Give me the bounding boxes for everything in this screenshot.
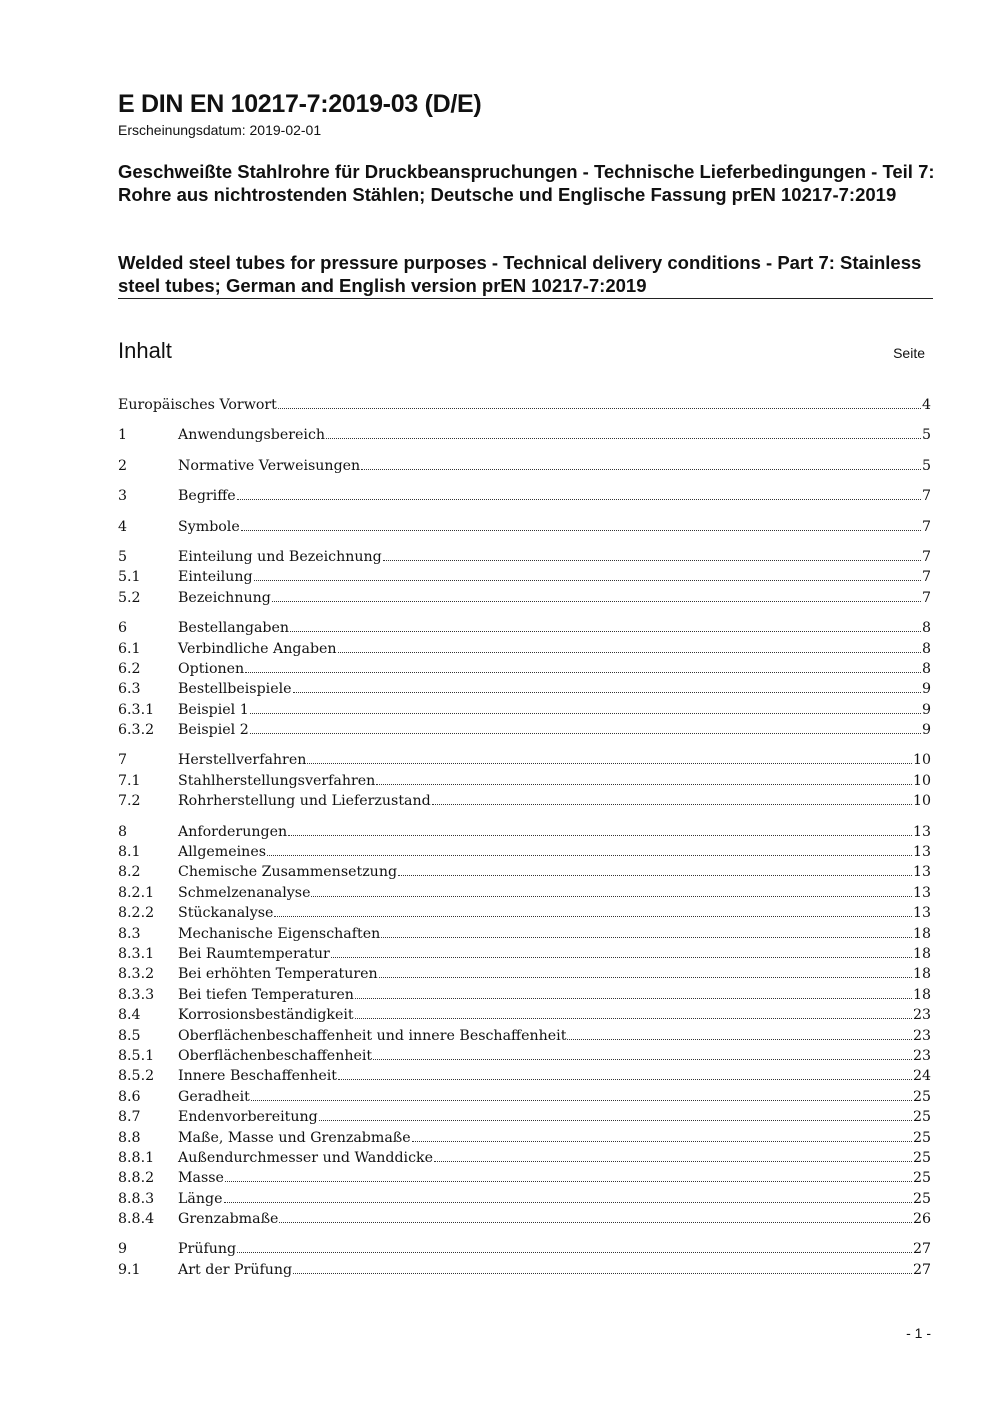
toc-dot-leader [398, 864, 912, 876]
toc-entry-page: 27 [912, 1241, 931, 1258]
toc-dot-leader [278, 397, 921, 409]
toc-entry-page: 7 [921, 488, 931, 505]
toc-entry-page: 25 [912, 1149, 931, 1166]
toc-entry-title: Korrosionsbeständigkeit [178, 1007, 354, 1024]
table-of-contents [118, 395, 931, 1280]
toc-entry[interactable] [118, 1046, 931, 1066]
toc-entry-page: 10 [912, 793, 931, 810]
toc-entry-title: Länge [178, 1190, 223, 1207]
toc-entry-number: 6.2 [118, 660, 141, 677]
toc-entry[interactable] [118, 791, 931, 811]
toc-entry[interactable] [118, 1209, 931, 1229]
toc-entry-page: 13 [912, 823, 931, 840]
toc-entry-page: 25 [912, 1190, 931, 1207]
toc-entry-number: 7 [118, 752, 128, 769]
toc-entry[interactable] [118, 395, 931, 415]
toc-entry[interactable] [118, 517, 931, 537]
toc-entry-page: 9 [921, 722, 931, 739]
toc-entry-page: 13 [912, 844, 931, 861]
toc-entry-number: 8.2.2 [118, 905, 155, 922]
toc-entry-number: 8.8.3 [118, 1190, 155, 1207]
toc-dot-leader [338, 1068, 912, 1080]
toc-entry-page: 23 [912, 1027, 931, 1044]
toc-entry[interactable] [118, 679, 931, 699]
toc-dot-leader [379, 966, 912, 978]
toc-entry[interactable] [118, 1239, 931, 1259]
toc-dot-leader [355, 987, 912, 999]
toc-entry-title: Einteilung und Bezeichnung [178, 548, 382, 565]
toc-entry[interactable] [118, 822, 931, 842]
toc-entry[interactable] [118, 567, 931, 587]
toc-entry-page: 18 [912, 986, 931, 1003]
toc-entry-title: Innere Beschaffenheit [178, 1068, 337, 1085]
toc-dot-leader [355, 1007, 912, 1019]
toc-entry-page: 8 [921, 640, 931, 657]
toc-entry-page: 7 [921, 518, 931, 535]
toc-dot-leader [290, 620, 921, 632]
toc-entry-title: Endenvorbereitung [178, 1109, 318, 1126]
toc-entry-number: 2 [118, 457, 128, 474]
toc-entry-number: 8.6 [118, 1088, 141, 1105]
toc-entry-title: Maße, Masse und Grenzabmaße [178, 1129, 411, 1146]
toc-entry-number: 8.2.1 [118, 884, 155, 901]
toc-entry-page: 4 [921, 397, 931, 413]
toc-entry[interactable] [118, 964, 931, 984]
toc-entry-page: 7 [921, 548, 931, 565]
toc-dot-leader [274, 905, 912, 917]
toc-entry-number: 8.5 [118, 1027, 141, 1044]
toc-entry[interactable] [118, 425, 931, 445]
toc-entry[interactable] [118, 1026, 931, 1046]
toc-entry-title: Bezeichnung [178, 589, 271, 606]
toc-entry-title: Mechanische Eigenschaften [178, 925, 381, 942]
toc-entry-number: 8.5.1 [118, 1047, 155, 1064]
toc-entry-number: 8.3.1 [118, 945, 155, 962]
toc-entry-number: 8.8.2 [118, 1170, 155, 1187]
toc-dot-leader [326, 427, 921, 439]
toc-entry-page: 8 [921, 620, 931, 637]
toc-entry-page: 5 [921, 457, 931, 474]
toc-entry-title: Begriffe [178, 488, 236, 505]
toc-entry-title: Europäisches Vorwort [118, 397, 277, 413]
toc-entry-page: 9 [921, 681, 931, 698]
toc-entry[interactable] [118, 486, 931, 506]
toc-entry-title: Masse [178, 1170, 224, 1187]
document-id: E DIN EN 10217-7:2019-03 (D/E) [118, 90, 482, 118]
toc-dot-leader [251, 1089, 912, 1101]
toc-entry-number: 8.8.1 [118, 1149, 155, 1166]
toc-entry[interactable] [118, 1189, 931, 1209]
toc-entry[interactable] [118, 1087, 931, 1107]
toc-dot-leader [383, 549, 921, 561]
toc-dot-leader [376, 773, 912, 785]
toc-entry-page: 25 [912, 1109, 931, 1126]
toc-entry[interactable] [118, 771, 931, 791]
toc-entry-page: 13 [912, 905, 931, 922]
toc-entry-page: 9 [921, 701, 931, 718]
toc-entry-number: 8.3.2 [118, 966, 155, 983]
toc-entry-number: 5 [118, 548, 128, 565]
toc-dot-leader [293, 681, 921, 693]
toc-entry[interactable] [118, 985, 931, 1005]
toc-dot-leader [434, 1150, 912, 1162]
toc-entry-title: Stückanalyse [178, 905, 274, 922]
toc-dot-leader [338, 641, 921, 653]
toc-entry-number: 8.3.3 [118, 986, 155, 1003]
toc-entry-page: 13 [912, 884, 931, 901]
toc-entry-number: 6.3.2 [118, 722, 155, 739]
toc-entry-page: 23 [912, 1007, 931, 1024]
title-divider [118, 298, 933, 299]
toc-entry[interactable] [118, 1005, 931, 1025]
toc-entry-page: 10 [912, 772, 931, 789]
footer-page-number: - 1 - [906, 1325, 931, 1341]
toc-entry[interactable] [118, 750, 931, 770]
toc-entry[interactable] [118, 924, 931, 944]
toc-entry-number: 8.5.2 [118, 1068, 155, 1085]
toc-entry[interactable] [118, 659, 931, 679]
toc-entry[interactable] [118, 903, 931, 923]
toc-entry-page: 13 [912, 864, 931, 881]
toc-entry-title: Art der Prüfung [178, 1261, 293, 1278]
toc-entry-number: 6.1 [118, 640, 141, 657]
toc-entry[interactable] [118, 1148, 931, 1168]
toc-entry-title: Normative Verweisungen [178, 457, 361, 474]
toc-entry[interactable] [118, 720, 931, 740]
toc-entry-title: Oberflächenbeschaffenheit [178, 1047, 373, 1064]
toc-entry-number: 8.2 [118, 864, 141, 881]
toc-entry[interactable] [118, 842, 931, 862]
toc-dot-leader [237, 488, 921, 500]
toc-entry[interactable] [118, 1168, 931, 1188]
toc-entry-number: 7.1 [118, 772, 141, 789]
toc-dot-leader [381, 926, 912, 938]
toc-dot-leader [254, 569, 921, 581]
toc-entry-number: 7.2 [118, 793, 141, 810]
toc-entry-title: Geradheit [178, 1088, 250, 1105]
toc-dot-leader [293, 1262, 912, 1274]
toc-entry-number: 8.7 [118, 1109, 141, 1126]
toc-dot-leader [250, 702, 921, 714]
toc-entry-title: Allgemeines [178, 844, 266, 861]
toc-entry-number: 6 [118, 620, 128, 637]
toc-entry-number: 9.1 [118, 1261, 141, 1278]
toc-entry-page: 10 [912, 752, 931, 769]
toc-entry-number: 5.1 [118, 569, 141, 586]
toc-dot-leader [272, 590, 921, 602]
toc-entry-page: 7 [921, 589, 931, 606]
toc-entry-page: 24 [912, 1068, 931, 1085]
toc-heading: Inhalt [118, 338, 172, 363]
toc-dot-leader [412, 1130, 912, 1142]
toc-entry-number: 9 [118, 1241, 128, 1258]
toc-entry[interactable] [118, 1260, 931, 1280]
toc-dot-leader [250, 722, 921, 734]
toc-entry-title: Bei erhöhten Temperaturen [178, 966, 378, 983]
toc-dot-leader [288, 824, 912, 836]
toc-entry-page: 18 [912, 966, 931, 983]
toc-entry[interactable] [118, 588, 931, 608]
toc-entry-number: 8.4 [118, 1007, 141, 1024]
toc-entry-page: 7 [921, 569, 931, 586]
title-german: Geschweißte Stahlrohre für Druckbeanspruchungen - Technische Lieferbedingungen - Teil 7: Rohre aus nichtrostenden Stählen; Deutsche und Englische Fassung prEN 10217-7:2019 [118, 161, 935, 205]
toc-entry-number: 8.8.4 [118, 1211, 155, 1228]
toc-entry-number: 3 [118, 488, 128, 505]
toc-entry-page: 8 [921, 660, 931, 677]
toc-entry-title: Rohrherstellung und Lieferzustand [178, 793, 431, 810]
toc-dot-leader [307, 752, 912, 764]
toc-entry-title: Prüfung [178, 1241, 237, 1258]
toc-entry-title: Bei Raumtemperatur [178, 945, 330, 962]
toc-entry-title: Stahlherstellungsverfahren [178, 772, 376, 789]
toc-entry-number: 6.3 [118, 681, 141, 698]
toc-entry-page: 5 [921, 427, 931, 444]
toc-dot-leader [225, 1170, 912, 1182]
toc-entry[interactable] [118, 1107, 931, 1127]
toc-entry-number: 8.1 [118, 844, 141, 861]
toc-entry-title: Anwendungsbereich [178, 427, 326, 444]
toc-entry-title: Einteilung [178, 569, 253, 586]
toc-entry-number: 8.3 [118, 925, 141, 942]
toc-dot-leader [267, 844, 912, 856]
toc-dot-leader [224, 1191, 912, 1203]
toc-entry-title: Grenzabmaße [178, 1211, 279, 1228]
toc-dot-leader [319, 1109, 912, 1121]
toc-entry-title: Außendurchmesser und Wanddicke [178, 1149, 434, 1166]
toc-entry-page: 23 [912, 1047, 931, 1064]
toc-entry[interactable] [118, 618, 931, 638]
toc-entry-number: 8 [118, 823, 128, 840]
toc-entry-title: Oberflächenbeschaffenheit und innere Beschaffenheit [178, 1027, 567, 1044]
toc-entry-number: 6.3.1 [118, 701, 155, 718]
toc-entry-title: Beispiel 2 [178, 722, 249, 739]
toc-entry-number: 4 [118, 518, 128, 535]
toc-entry[interactable] [118, 1066, 931, 1086]
toc-entry[interactable] [118, 456, 931, 476]
toc-entry-page: 18 [912, 925, 931, 942]
toc-entry[interactable] [118, 883, 931, 903]
toc-entry-page: 25 [912, 1129, 931, 1146]
toc-entry-title: Verbindliche Angaben [178, 640, 337, 657]
toc-entry-page: 27 [912, 1261, 931, 1278]
toc-entry-page: 18 [912, 945, 931, 962]
toc-entry-title: Bei tiefen Temperaturen [178, 986, 354, 1003]
toc-entry-number: 5.2 [118, 589, 141, 606]
toc-entry-title: Optionen [178, 660, 245, 677]
toc-entry[interactable] [118, 700, 931, 720]
publication-date: Erscheinungsdatum: 2019-02-01 [118, 122, 322, 138]
toc-entry-title: Herstellverfahren [178, 752, 307, 769]
title-english: Welded steel tubes for pressure purposes - Technical delivery conditions - Part 7: Stainless steel tubes; German and English version prEN 10217-7:2019 [118, 252, 922, 296]
toc-entry[interactable] [118, 639, 931, 659]
toc-entry-title: Chemische Zusammensetzung [178, 864, 398, 881]
toc-entry-page: 26 [912, 1211, 931, 1228]
toc-dot-leader [361, 458, 921, 470]
toc-entry-page: 25 [912, 1170, 931, 1187]
toc-entry-title: Symbole [178, 518, 240, 535]
toc-page-column-label: Seite [893, 345, 925, 361]
toc-entry[interactable] [118, 862, 931, 882]
toc-dot-leader [237, 1241, 912, 1253]
toc-dot-leader [373, 1048, 912, 1060]
toc-entry[interactable] [118, 944, 931, 964]
toc-dot-leader [311, 885, 911, 897]
toc-dot-leader [331, 946, 912, 958]
toc-entry-number: 8.8 [118, 1129, 141, 1146]
toc-entry-title: Bestellbeispiele [178, 681, 292, 698]
toc-entry-title: Beispiel 1 [178, 701, 249, 718]
toc-dot-leader [567, 1028, 912, 1040]
toc-entry-number: 1 [118, 427, 128, 444]
toc-entry[interactable] [118, 547, 931, 567]
toc-dot-leader [279, 1211, 911, 1223]
toc-dot-leader [241, 519, 921, 531]
toc-entry-title: Anforderungen [178, 823, 288, 840]
toc-entry-page: 25 [912, 1088, 931, 1105]
toc-entry-title: Bestellangaben [178, 620, 290, 637]
toc-dot-leader [245, 661, 921, 673]
toc-entry-title: Schmelzenanalyse [178, 884, 311, 901]
toc-entry[interactable] [118, 1128, 931, 1148]
toc-dot-leader [432, 793, 912, 805]
